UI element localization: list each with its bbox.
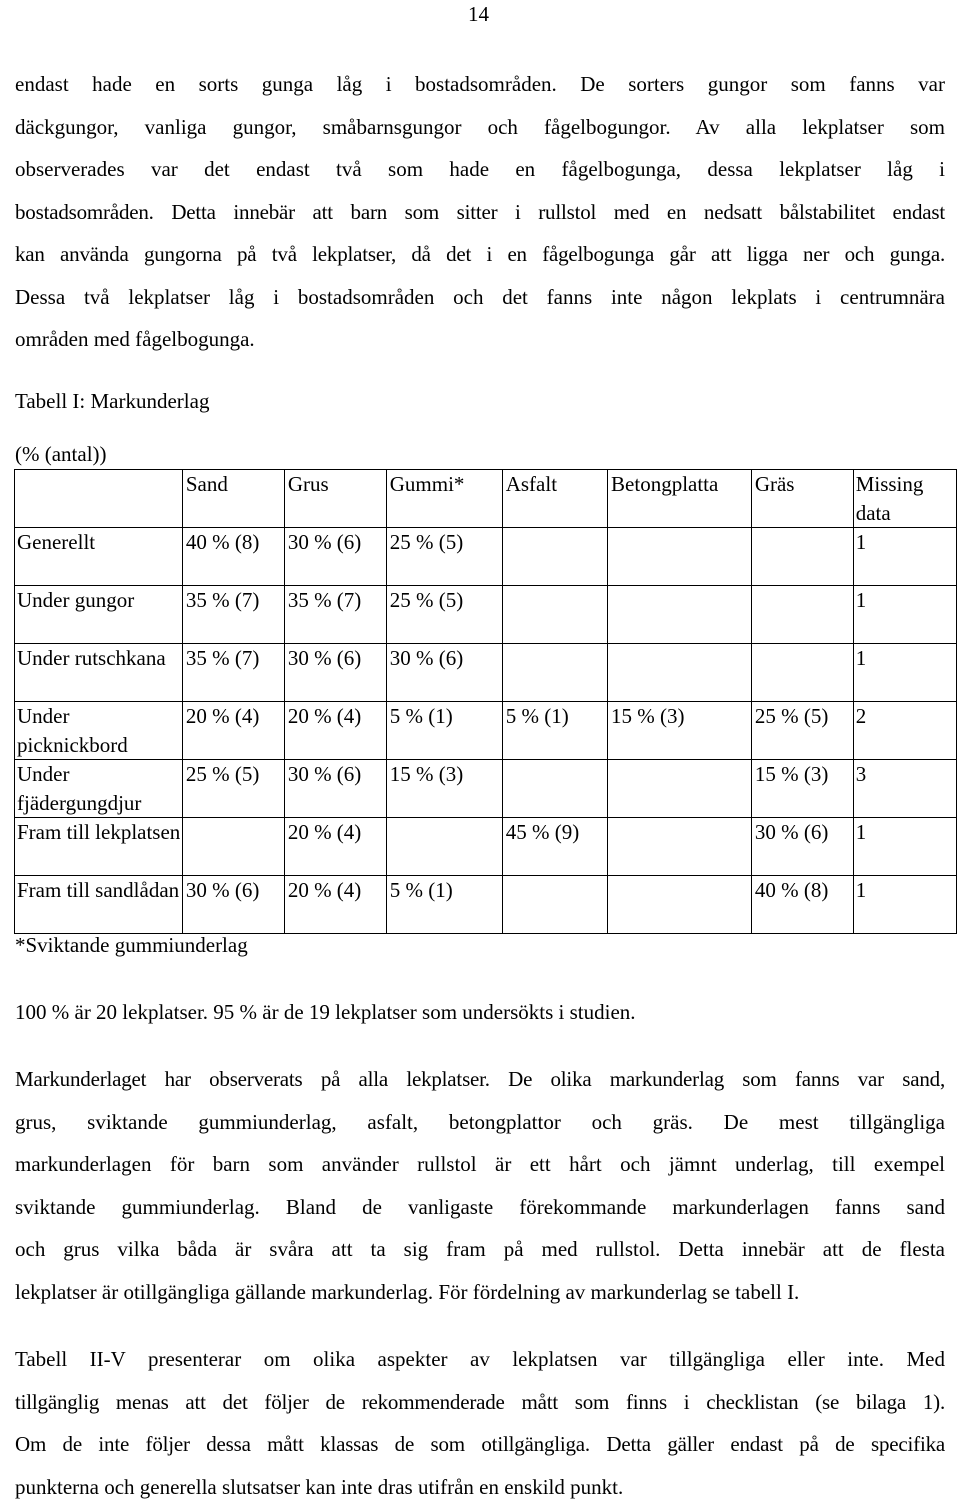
table-cell-sand: 35 % (7)	[182, 586, 284, 644]
table-cell-missing: 1	[853, 528, 956, 586]
table-cell-betong	[608, 586, 752, 644]
table-cell-grus: 30 % (6)	[284, 760, 386, 818]
table-unit: (% (antal))	[15, 442, 107, 467]
text-line: däckgungor, vanliga gungor, småbarnsgungor och fågelbogungor. Av alla lekplatser som	[15, 106, 945, 149]
header-cell: Sand	[182, 470, 284, 528]
table-cell-betong	[608, 644, 752, 702]
table-row	[15, 876, 957, 934]
table-cell-sand: 20 % (4)	[182, 702, 284, 760]
table-cell-gras	[751, 528, 853, 586]
text-line: grus, sviktande gummiunderlag, asfalt, betongplattor och gräs. De mest tillgängliga	[15, 1101, 945, 1144]
header-cell: Gräs	[751, 470, 853, 528]
table-cell-asfalt	[502, 586, 607, 644]
table-row	[15, 528, 957, 586]
row-label-cell: Under picknickbord	[15, 702, 183, 760]
table-cell-asfalt	[502, 876, 607, 934]
text-line: Dessa två lekplatser låg i bostadsområden och det fanns inte någon lekplats i centrumnära	[15, 276, 945, 319]
table-cell-gummi: 25 % (5)	[386, 528, 502, 586]
table-row	[15, 702, 957, 760]
table-cell-sand: 40 % (8)	[182, 528, 284, 586]
header-cell	[15, 470, 183, 528]
table-caption: Tabell I: Markunderlag	[15, 389, 209, 414]
text-line: markunderlagen för barn som använder rullstol är ett hårt och jämnt underlag, till exempel	[15, 1143, 945, 1186]
text-line: observerades var det endast två som hade en fågelbogunga, dessa lekplatser låg i	[15, 148, 945, 191]
text-line: punkterna och generella slutsatser kan inte dras utifrån en enskild punkt.	[15, 1466, 945, 1508]
text-line: bostadsområden. Detta innebär att barn som sitter i rullstol med en nedsatt bålstabilitet endast	[15, 191, 945, 234]
page-number: 14	[468, 2, 489, 27]
table-cell-betong	[608, 876, 752, 934]
row-label-cell: Under rutschkana	[15, 644, 183, 702]
paragraph-tables	[15, 1338, 945, 1508]
table-row	[15, 586, 957, 644]
header-cell: Gummi*	[386, 470, 502, 528]
table-cell-gras	[751, 644, 853, 702]
table-footnote: *Sviktande gummiunderlag	[15, 933, 248, 958]
row-label-cell: Fram till lekplatsen	[15, 818, 183, 876]
table-cell-asfalt: 5 % (1)	[502, 702, 607, 760]
note-100-percent: 100 % är 20 lekplatser. 95 % är de 19 lekplatser som undersökts i studien.	[15, 1000, 636, 1025]
table-cell-betong: 15 % (3)	[608, 702, 752, 760]
table-cell-sand: 30 % (6)	[182, 876, 284, 934]
table-cell-gummi	[386, 818, 502, 876]
text-line: Tabell II-V presenterar om olika aspekter av lekplatsen var tillgängliga eller inte. Med	[15, 1338, 945, 1381]
table-cell-asfalt: 45 % (9)	[502, 818, 607, 876]
table-cell-gras: 40 % (8)	[751, 876, 853, 934]
text-line: endast hade en sorts gunga låg i bostadsområden. De sorters gungor som fanns var	[15, 63, 945, 106]
row-label-cell: Fram till sandlådan	[15, 876, 183, 934]
header-cell: Betongplatta	[608, 470, 752, 528]
table-cell-sand: 25 % (5)	[182, 760, 284, 818]
table-cell-gummi: 15 % (3)	[386, 760, 502, 818]
table-cell-betong	[608, 760, 752, 818]
paragraph-swings	[15, 63, 945, 361]
table-row	[15, 760, 957, 818]
table-cell-missing: 1	[853, 586, 956, 644]
row-label-cell: Generellt	[15, 528, 183, 586]
table-cell-grus: 20 % (4)	[284, 818, 386, 876]
surface-table	[14, 469, 957, 934]
table-cell-gummi: 30 % (6)	[386, 644, 502, 702]
table-cell-missing: 1	[853, 876, 956, 934]
row-label-cell: Under fjädergungdjur	[15, 760, 183, 818]
header-cell: Grus	[284, 470, 386, 528]
table-cell-gummi: 5 % (1)	[386, 702, 502, 760]
table-cell-gras: 30 % (6)	[751, 818, 853, 876]
table-cell-gras: 15 % (3)	[751, 760, 853, 818]
table-cell-betong	[608, 818, 752, 876]
table-cell-betong	[608, 528, 752, 586]
text-line: lekplatser är otillgängliga gällande markunderlag. För fördelning av markunderlag se tabell I.	[15, 1271, 945, 1314]
text-line: sviktande gummiunderlag. Bland de vanligaste förekommande markunderlagen fanns sand	[15, 1186, 945, 1229]
paragraph-surfaces	[15, 1058, 945, 1313]
table-cell-grus: 20 % (4)	[284, 702, 386, 760]
table-cell-missing: 3	[853, 760, 956, 818]
header-cell: Missing data	[853, 470, 956, 528]
table-cell-gras	[751, 586, 853, 644]
text-line: Markunderlaget har observerats på alla lekplatser. De olika markunderlag som fanns var sand,	[15, 1058, 945, 1101]
table-row	[15, 818, 957, 876]
table-cell-sand: 35 % (7)	[182, 644, 284, 702]
table-row	[15, 644, 957, 702]
table-cell-gummi: 5 % (1)	[386, 876, 502, 934]
table-cell-asfalt	[502, 644, 607, 702]
text-line: Om de inte följer dessa mått klassas de som otillgängliga. Detta gäller endast på de specifika	[15, 1423, 945, 1466]
table-cell-missing: 1	[853, 818, 956, 876]
table-cell-gummi: 25 % (5)	[386, 586, 502, 644]
table-cell-sand	[182, 818, 284, 876]
text-line: och grus vilka båda är svåra att ta sig fram på med rullstol. Detta innebär att de flesta	[15, 1228, 945, 1271]
table-cell-grus: 35 % (7)	[284, 586, 386, 644]
table-cell-asfalt	[502, 528, 607, 586]
table-cell-missing: 2	[853, 702, 956, 760]
table-cell-grus: 30 % (6)	[284, 528, 386, 586]
text-line: kan använda gungorna på två lekplatser, då det i en fågelbogunga går att ligga ner och gunga.	[15, 233, 945, 276]
table-cell-asfalt	[502, 760, 607, 818]
table-cell-missing: 1	[853, 644, 956, 702]
table-cell-grus: 30 % (6)	[284, 644, 386, 702]
table-cell-gras: 25 % (5)	[751, 702, 853, 760]
row-label-cell: Under gungor	[15, 586, 183, 644]
table-header-row	[15, 470, 957, 528]
table-cell-grus: 20 % (4)	[284, 876, 386, 934]
header-cell: Asfalt	[502, 470, 607, 528]
text-line: tillgänglig menas att det följer de rekommenderade mått som finns i checklistan (se bilaga 1).	[15, 1381, 945, 1424]
text-line: områden med fågelbogunga.	[15, 318, 945, 361]
